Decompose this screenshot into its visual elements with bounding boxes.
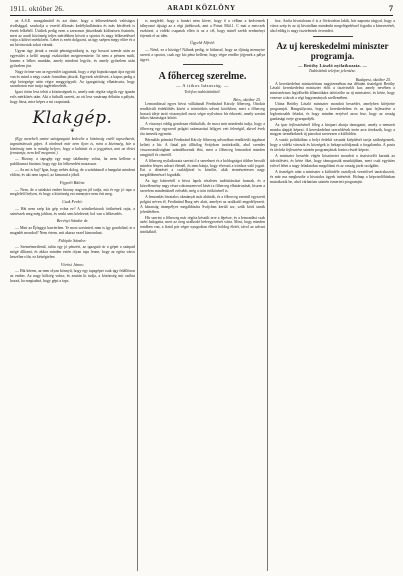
masthead: ARADI KÖZLÖNY (167, 4, 236, 12)
paragraph: hoz. Azóta hivatalosan ő is a fővárosban lakik, bár naponta tárgyal, hogy a város szép és az új hivatalban mindenki megelégedéssel fogadta a kinevezését, ahol eddig is nagy tiszteletnek örvendett. (270, 19, 395, 33)
paragraph: — Nem, de a színházi ember bizony nagyon jól tudja, mit ér egy jó taps a megfelelő helyen, és hogy a közönség ezt mennyire nem érti meg. (10, 187, 135, 197)
paragraph: is megfelel, hogy a honári nem követ, hogy ő a célban a kedvesnek túlnyomó tájsági az a régi játékosok, ami a Priust Múl.1. C mai a meccsek eszközei, a vidéki csapatok ellen is az a cél, hogy minél szebb eredményt érjenek el az idén. (140, 19, 265, 38)
paragraph: az A.S.E. mozgalmától és azt tűzte, hogy a lelkesedésnek valóságos riválsággal, szurkolja a vezető állomás kedélyhullámára és más kérdések is érzett lelkéből. Ürültek pedig ezen a szezonon játszóknak különösen őszintén, mert az aradi közönség teljes mértékben követi a sportot és nagy lelkesedéssel várja a kihívó mérkőzést. Lehet is ezért dolgozni, az ügy szépen megy előre és a mi kíváncsiak sokat várnak. (10, 19, 135, 48)
paragraph: Nagy öröme van az egyesület tagjainak, hogy a régi bajnokcsapat újra együtt van és mind a négy csatár formában játszik. Egyesek sérüléseit, a kapus pedig a régi betegsége után végre meggyógyult. Az igazgatóság elhatározta, hogy szombaton este tartja tagértekezletét. (10, 69, 135, 89)
paragraph: — Mint az Éjfaggyi karrierben. Te most szerinted, nem is így gondoltad, te a magadét mondod? Nem értem, mit akarsz ezzel kimondani. (10, 225, 135, 235)
paragraph: — Az mi is baj? Igaz, hogy nehéz dolog, de a színháznál a hangulat mindent eldönt, és aki nem tapsol, az kimarad a jóból. (10, 168, 135, 178)
speaker-name: Berényi Sándor dr. (56, 218, 89, 224)
speaker-name: Vörösi János: (60, 261, 85, 267)
paragraph: A lemondás hivatalos okmányát már aláírták, és a főherceg ezentúl egyszerű polgári néven él, Ferdinánd Burg név alatt, amelyet az uralkodó engedélyezett. A házasság ünnepélyes megáldására Svájcban került sor, szűk körű tanúk jelenlétében. (140, 195, 265, 214)
speaker-name: Ügyeld Alfréd: (190, 40, 215, 46)
section-rule (313, 36, 353, 37)
column-divider (267, 19, 268, 571)
paragraph: (Egy mesebeli amint színigazgató kedvelte a közönség estéli tapsviharát, tagmártánsait gépet. A tömbnek már nem ilyen is, mint a közönség, bár a közönség nem is mindig helyes; hogy a kultúrát és a jegypénzt, ami az életet fenntartja, nem kell megvetni.) (10, 136, 135, 156)
article-dateline: Bécs, október 25. (233, 96, 261, 102)
article-dateline: Budapest, október 25. (355, 76, 391, 82)
paragraph: — Szemérmetlenül, talán egy jó pénzért, az igazgató úr a gépet a színpad mögé állítaná, és akkor minden estén olyan taps lenne, hogy az egész város beszélne róla; ez kétségtelen. (10, 245, 135, 259)
paragraph: Bérmálás prímásá Ferdinánd Károly főherceg udvarában rendkívüli izgalmat keltett a hír. A fiatal pár állítólag Svájcban tartózkodik, ahol csendes visszavonultságban szándékoznak élni, mert a főherceg lemondott minden rangjáról és címéről. (140, 138, 265, 157)
article-source: Tudósítónk telefon jelentése. (308, 68, 357, 74)
article-author: Telefon tudósítónktól. (184, 89, 221, 95)
paragraph: A miniszter beszéde végén köszönetet mondott a tisztviselői karnak az üdvözlésért, és kérte őket, hogy támogassák munkájában, mert csak együttes erővel lehet a nagy feladatokat megoldani és az ország javát szolgálni. (270, 154, 395, 168)
header-rule (10, 15, 393, 16)
section-rule (183, 64, 223, 65)
paragraph: — Bizony, a tapsgép egy nagy találmány volna, ha nem kellene a publikumot biztatni, hogy egy kis lelkesedést mutasson. (10, 157, 135, 167)
page-number: 7 (389, 4, 393, 13)
paragraph: Hír szerint a főherceg már régóta készült erre a lépésre, és a lemondást csak azért halogatta, mert az öreg uralkodó beleegyezését várta. Most, hogy minden rendben van, a fiatal pár végre nyugodtan élheti boldog életét, távol az udvari intrikáktól. (140, 215, 265, 235)
speaker-name: Fülöpke Sándor: (58, 237, 87, 243)
column-middle (140, 19, 265, 571)
paragraph: Utána Beöthy László miniszter mondott beszédet, amelyben kifejtette programját. Hangsúlyozta, hogy a kereskedelem és az ipar fejlesztése a legfontosabb feladat, és hogy minden erejével azon lesz, hogy az ország gazdasági ereje gyarapodjék. (270, 102, 395, 121)
article-subtitle: — A titkos házasság. — (175, 83, 230, 89)
section-title: Klakgép. (32, 107, 113, 128)
column-right (270, 19, 395, 571)
paragraph: Igazi öröm lesz tehát a közönségnek is, amely már régóta vágyik egy igazán erős mérkőzés után. Aki a futballt szereti, az ott lesz vasárnap délután a pályán, hogy lássa, mire képes a mi csapatunk. (10, 90, 135, 105)
paragraph: Ugyan úgy jártak a vasúti pénzügynökség is, egy hosszú szemle után az egyesület a kellő anyagi eszközöket megteremtette. Itt nem a pénzen múlt, hanem a lelkes munkán, amely mindent legyőz, és amely győzelem után győzelem jön. (10, 49, 135, 68)
paragraph: Lemondással egyes bécsi vállalatnál Ferdinánd Károly főherceg, Ottokár rendkívüli érdeklődés kíséri a trónörökös udvari körökben, mert a főherceg hosszú ideje tartó viszonyáról most végre nyilvános hír érkezett, amely szerint titkos házasságot kötött. (140, 101, 265, 121)
column-left (10, 19, 135, 571)
paragraph: Az ipar fejlesztésénél főleg a kisipart akarja támogatni, amely a nemzeti munka alapját képezi. A kereskedelmi szerződések terén arra törekszik, hogy a magyar termékeknek új piacokat szerezzen a külföldön. (270, 122, 395, 137)
paragraph: Az ügy hátteréről a bécsi lapok részletes tudósításokat hoznak, és a közvélemény nagy része rokonszenvvel kíséri a főherceg elhatározását, hiszen a szerelem mindenkinél erősebb, még a trón örökösénél is. (140, 179, 265, 193)
speaker-name: Csak Ferkó: (62, 199, 83, 205)
column-divider (137, 19, 138, 571)
speaker-name: Figyelő Bálint: (59, 180, 86, 186)
paragraph: — Nézd, ez a közügy! Nálunk pedig, te láthatod, hogy az ifjúság mennyire szereti a sportot, csak egy kis pénz kellene, hogy végre rendbe jöjjenek a pálya ügyei. (140, 47, 265, 62)
article-title: A főherceg szerelme. (158, 71, 247, 83)
ornament-icon: ❦ (70, 128, 75, 134)
paragraph: A főherceg nyilatkozata szerint ő a szerelmet és a boldogságot többre becsüli minden fényes udvari életnél, és nem bánja, hogy elveszti a trónhoz való jogait. Ezt a döntését a családjával is közölte, akik természetesen nagy megdöbbenéssel fogadták. (140, 158, 265, 178)
issue-date: 1911. október 26. (10, 5, 65, 13)
paragraph: — Hát kérem, az nem olyan könnyű, hogy egy tapsgépet csak úgy felállítson az ember. Az nagy költség volna; és azután ki tudja, a közönség mit szólna hozzá, ha megtudná, hogy gépi a taps. (10, 269, 135, 283)
paragraph: A tisztelgés után a miniszter a különféle osztályok vezetőivel tanácskozott, és már ma megkezdte a hivatalos ügyek intézését. Holnap a képviselőházban mutatkozik be, ahol várhatóan szintén ismerteti programját. (270, 169, 395, 184)
article-author: — Beöthy László nyilatkozata. — (297, 62, 367, 68)
paragraph: A kereskedelmi minisztérium nagyterméban ma délután tisztelgett Beöthy László kereskedelmi miniszter előtt a tisztviselői kar, amely nevében a minisztérium legidősebb államtitkára üdvözölte az új minisztert, és kérte, hogy vezesse a tárcát a régi hagyományok szellemében. (270, 81, 395, 101)
article-title: Az uj kereskedelmi miniszter programja. (276, 40, 389, 62)
paragraph: A vasúti politikában a helyi érdekű vasutak kiépítését tartja szükségesnek, hogy a vidéki városok és községek is bekapcsolódjanak a forgalomba. A posta és távírda fejlesztése szintén programjának fontos részét képezi. (270, 138, 395, 153)
paragraph: — Hát nem szép kis gép volna ez? A színdirektorok örülnének rajta, a színészek meg még jobban, és senki sem kérdezné, hol van a lelkesedés. (10, 206, 135, 216)
paragraph: A viszonyt eddig gondosan eltitkolták, de most már mindenki tudja, hogy a főherceg egy egyszerű polgári származású hölgyet vett feleségül, akivel évek óta ismerik egymást. (140, 122, 265, 137)
